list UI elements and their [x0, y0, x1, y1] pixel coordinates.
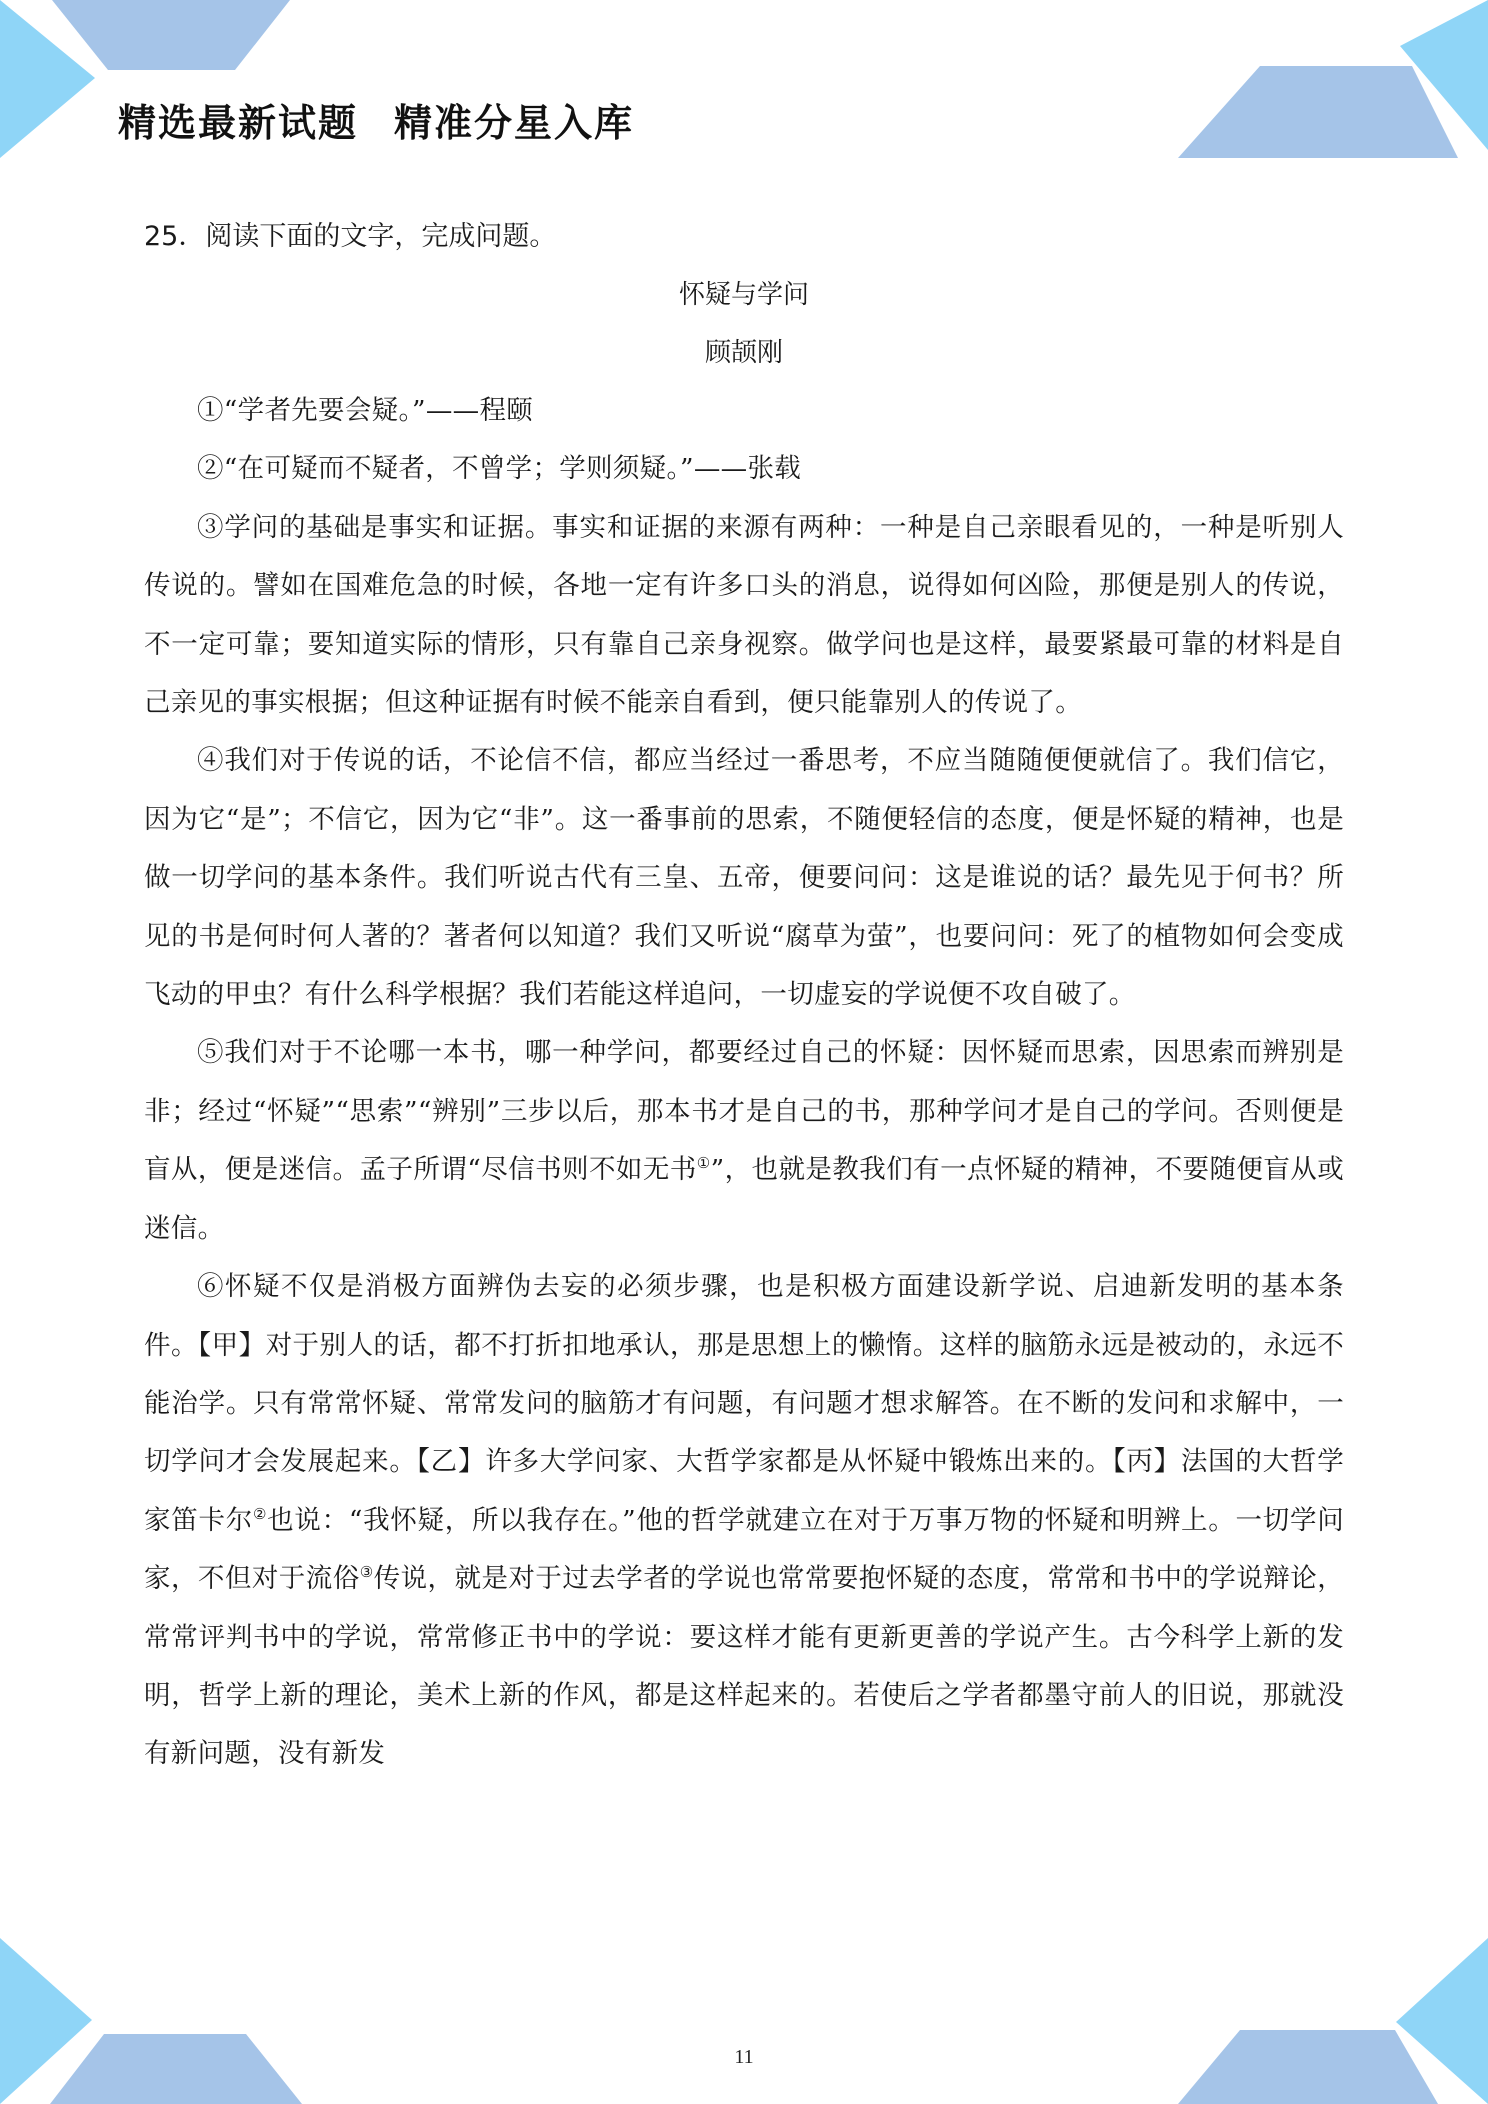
footnote-ref-1: ① [696, 1154, 711, 1173]
header-title-part1: 精选最新试题 [118, 101, 359, 145]
top-right-triangle [1400, 0, 1488, 150]
header-title [118, 92, 634, 147]
paragraph-6-text-c: 传说，就是对于过去学者的学说也常常要抱怀疑的态度，常常和书中的学说辩论，常常评判书中的学说，常常修正书中的学说：要这样才能有更新更善的学说产生。古今科学上新的发明，哲学上新的理论，美术上新的作风，都是这样起来的。若使后之学者都墨守前人的旧说，那就没有新问题，没有新发 [144, 1563, 1345, 1770]
paragraph-5 [144, 1024, 1344, 1258]
bottom-right-triangle [1396, 1938, 1488, 2104]
header-title-part2: 精准分星入库 [394, 101, 635, 145]
paragraph-6-text-b: 也说：“我怀疑，所以我存在。”他的哲学就建立在对于万事万物的怀疑和明辨上。一切学问家，不但对于流俗 [144, 1504, 1345, 1595]
footnote-ref-2: ② [252, 1504, 268, 1523]
bottom-left-trapezoid [50, 2034, 302, 2104]
top-left-trapezoid [52, 0, 290, 70]
question-intro: 25．阅读下面的文字，完成问题。 [144, 221, 557, 252]
bottom-left-triangle [0, 1938, 92, 2104]
top-left-triangle [0, 0, 95, 158]
paragraph-4: ④我们对于传说的话，不论信不信，都应当经过一番思考，不应当随随便便就信了。我们信它，因为它“是”；不信它，因为它“非”。这一番事前的思索，不随便轻信的态度，便是怀疑的精神，也是做一切学问的基本条件。我们听说古代有三皇、五帝，便要问问：这是谁说的话？最先见于何书？所见的书是何时何人著的？著者何以知道？我们又听说“腐草为萤”，也要问问：死了的植物如何会变成飞动的甲虫？有什么科学根据？我们若能这样追问，一切虚妄的学说便不攻自破了。 [144, 745, 1344, 1011]
article-title: 怀疑与学问 [678, 280, 809, 310]
paragraph-6-text-a: ⑥怀疑不仅是消极方面辨伪去妄的必须步骤，也是积极方面建设新学说、启迪新发明的基本条件。【甲】对于别人的话，都不打折扣地承认，那是思想上的懒惰。这样的脑筋永远是被动的，永远不能治学。只有常常怀疑、常常发问的脑筋才有问题，有问题才想求解答。在不断的发问和求解中，一切学问才会发展起来。【乙】许多大学问家、大哲学家都是从怀疑中锻炼出来的。【丙】法国的大哲学家笛卡尔 [144, 1271, 1344, 1536]
paragraph-2: ②“在可疑而不疑者，不曾学；学则须疑。”——张载 [197, 453, 802, 485]
paragraph-6 [144, 1258, 1344, 1784]
question-content [144, 200, 1344, 1784]
paragraph-3: ③学问的基础是事实和证据。事实和证据的来源有两种：一种是自己亲眼看见的，一种是听别人传说的。譬如在国难危急的时候，各地一定有许多口头的消息，说得如何凶险，那便是别人的传说，不一定可靠；要知道实际的情形，只有靠自己亲身视察。做学问也是这样，最要紧最可靠的材料是自己亲见的事实根据；但这种证据有时候不能亲自看到，便只能靠别人的传说了。 [144, 511, 1344, 719]
page-number: 11 [734, 2046, 754, 2068]
footnote-ref-3: ③ [359, 1563, 374, 1582]
paragraph-1: ①“学者先要会疑。”——程颐 [197, 395, 534, 426]
top-right-trapezoid [1178, 66, 1458, 158]
paragraph-5-text-a: ⑤我们对于不论哪一本书，哪一种学问，都要经过自己的怀疑：因怀疑而思索，因思索而辨别是非；经过“怀疑”“思索”“辨别”三步以后，那本书才是自己的书，那种学问才是自己的学问。否则便是盲从，便是迷信。孟子所谓“尽信书则不如无书 [144, 1037, 1344, 1186]
article-author: 顾颉刚 [704, 338, 783, 368]
paragraph-5-text-b: ”，也就是教我们有一点怀疑的精神，不要随便盲从或迷信。 [144, 1154, 1344, 1244]
